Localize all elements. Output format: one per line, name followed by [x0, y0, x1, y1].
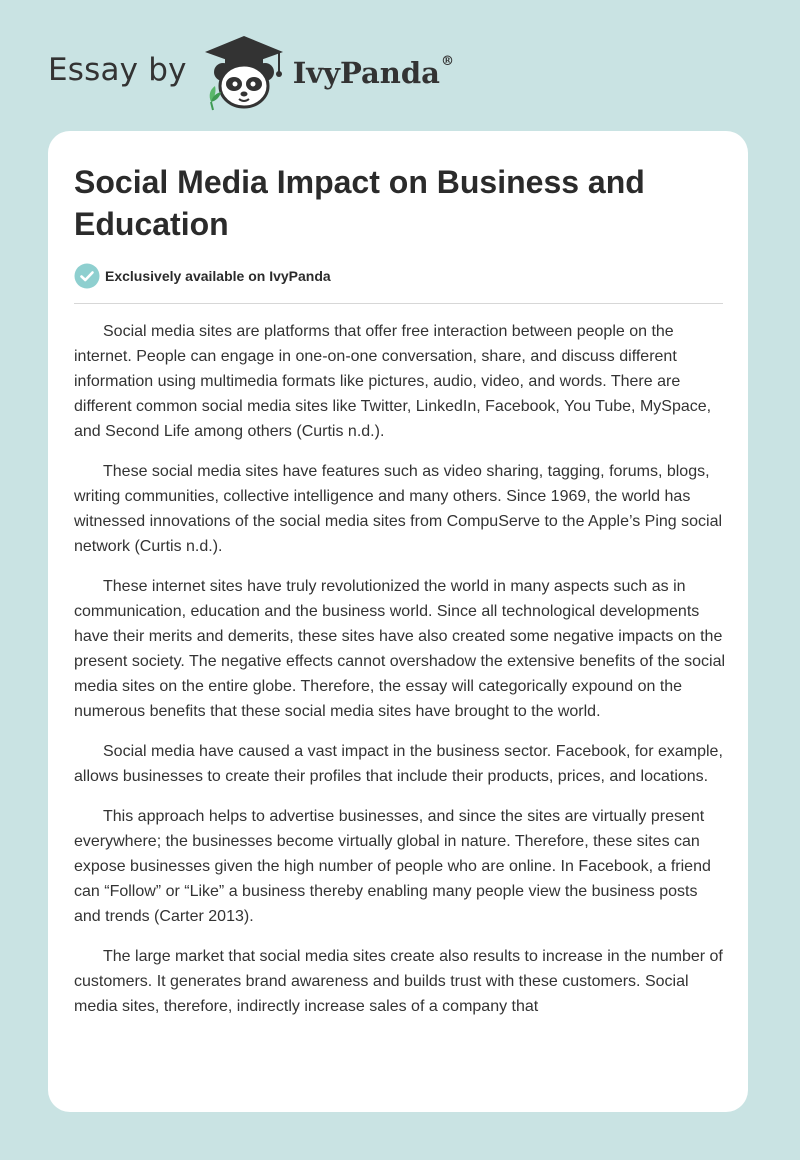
title-divider: [74, 303, 723, 304]
exclusive-label: Exclusively available on IvyPanda: [105, 268, 331, 284]
paragraph: Social media have caused a vast impact in the business sector. Facebook, for example, allows businesses to create their profiles that include their products, prices, and locations.: [74, 743, 723, 785]
essay-title: Social Media Impact on Business and Education: [74, 164, 645, 242]
site-header: [48, 30, 454, 114]
paragraph: These internet sites have truly revolutionized the world in many aspects such as in communication, education and the business world. Since all technological developments have their merits and demerits, these sites have also created some negative impacts on the present society. The negative effects cannot overshadow the extensive benefits of the social media sites on the entire globe. Therefore, the essay will categorically expound on the numerous benefits that these social media sites have brought to the world.: [74, 578, 726, 720]
paragraph: The large market that social media sites create also results to increase in the number of customers. It generates brand awareness and builds trust with these customers. Social media sites, therefore, indirectly increase sales of a company that: [74, 948, 723, 1015]
brand-name[interactable]: [293, 56, 454, 90]
check-circle-icon: [74, 263, 100, 289]
brand-name-text: IvyPanda: [292, 56, 440, 90]
essay-by-label: Essay by: [48, 52, 187, 88]
essay-card: [48, 131, 748, 1112]
trademark-symbol: ®: [440, 54, 454, 69]
paragraph: These social media sites have features such as video sharing, tagging, forums, blogs, writing communities, collective intelligence and many others. Since 1969, the world has witnessed innovations of the social media sites from CompuServe to the Apple’s Ping social network (Curtis n.d.).: [74, 463, 723, 555]
paragraph: Social media sites are platforms that offer free interaction between people on the internet. People can engage in one-on-one conversation, share, and discuss different information using multimedia formats like pictures, audio, video, and words. There are different common social media sites like Twitter, LinkedIn, Facebook, You Tube, MySpace, and Second Life among others (Curtis n.d.).: [74, 323, 712, 440]
panda-graduate-logo-icon[interactable]: [201, 30, 287, 114]
paragraph: This approach helps to advertise businesses, and since the sites are virtually present everywhere; the businesses become virtually global in nature. Therefore, these sites can expose businesses given the high number of people who are online. In Facebook, a friend can “Follow” or “Like” a business thereby enabling many people view the business posts and trends (Carter 2013).: [74, 808, 711, 925]
exclusive-badge: [74, 263, 331, 289]
essay-body: [74, 319, 726, 1034]
